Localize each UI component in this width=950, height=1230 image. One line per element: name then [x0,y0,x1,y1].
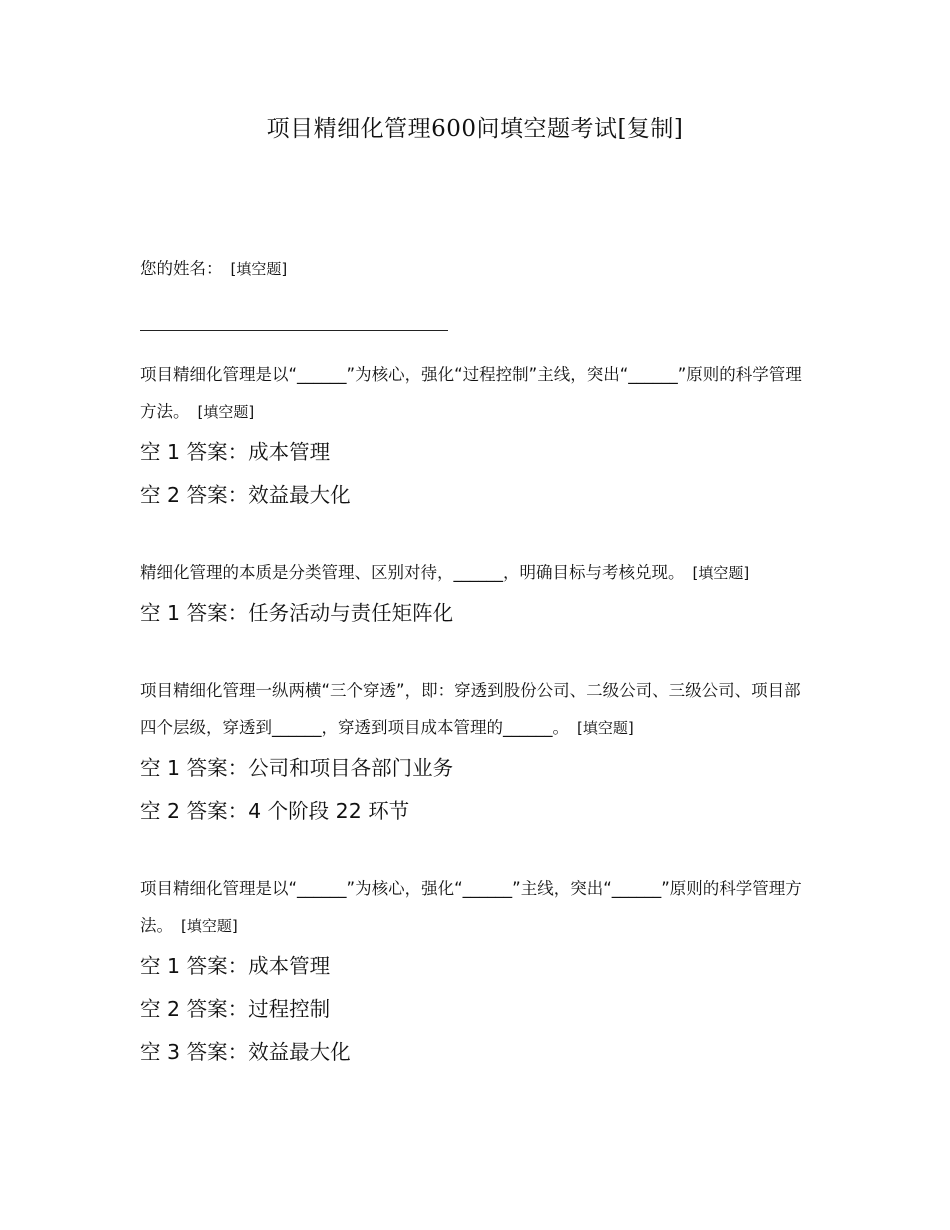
answer-line [140,474,810,517]
question-text-body: 项目精细化管理一纵两横“三个穿透”，即：穿透到股份公司、二级公司、三级公司、项目部四个层级，穿透到______，穿透到项目成本管理的______。 [140,681,801,737]
question-block-2 [140,554,810,635]
name-label: 您的姓名： [140,259,223,278]
survey-content [140,250,810,1111]
question-text [140,554,810,592]
answer-line [140,747,810,790]
answer-line [140,592,810,635]
answer-value: 效益最大化 [248,483,351,507]
question-text-body: 项目精细化管理是以“______”为核心，强化“过程控制”主线，突出“______”原则的科学管理方法。 [140,365,802,421]
answer-line [140,790,810,833]
answer-line [140,1031,810,1074]
answer-value: 效益最大化 [248,1040,351,1064]
answer-label: 空 1 答案： [140,756,249,780]
question-type-tag: [填空题] [577,719,634,737]
answer-label: 空 2 答案： [140,799,249,823]
answer-value: 成本管理 [248,954,331,978]
question-block-4 [140,870,810,1074]
answer-value: 4 个阶段 22 环节 [248,799,410,823]
question-text [140,870,810,945]
answer-label: 空 2 答案： [140,483,249,507]
answer-value: 过程控制 [248,997,331,1021]
question-type-tag: [填空题] [197,403,255,421]
question-text [140,672,810,747]
question-block-1 [140,356,810,517]
answer-label: 空 3 答案： [140,1040,249,1064]
answer-label: 空 1 答案： [140,440,249,464]
answer-value: 任务活动与责任矩阵化 [248,601,454,625]
page-title: 项目精细化管理600问填空题考试[复制] [266,116,684,142]
answer-value: 成本管理 [248,440,331,464]
name-question [140,250,810,288]
answer-line [140,988,810,1031]
answer-line [140,945,810,988]
question-text-body: 项目精细化管理是以“______”为核心，强化“______”主线，突出“______”原则的科学管理方法。 [140,879,802,935]
answer-label: 空 1 答案： [140,954,249,978]
question-type-tag: [填空题] [230,260,288,278]
answer-label: 空 2 答案： [140,997,249,1021]
answer-label: 空 1 答案： [140,601,249,625]
name-answer-line [140,330,448,331]
question-type-tag: [填空题] [692,564,750,582]
question-type-tag: [填空题] [181,917,238,935]
question-block-3 [140,672,810,833]
question-text-body: 精细化管理的本质是分类管理、区别对待，______，明确目标与考核兑现。 [140,563,685,582]
question-text [140,356,810,431]
answer-value: 公司和项目各部门业务 [248,756,454,780]
answer-line [140,431,810,474]
